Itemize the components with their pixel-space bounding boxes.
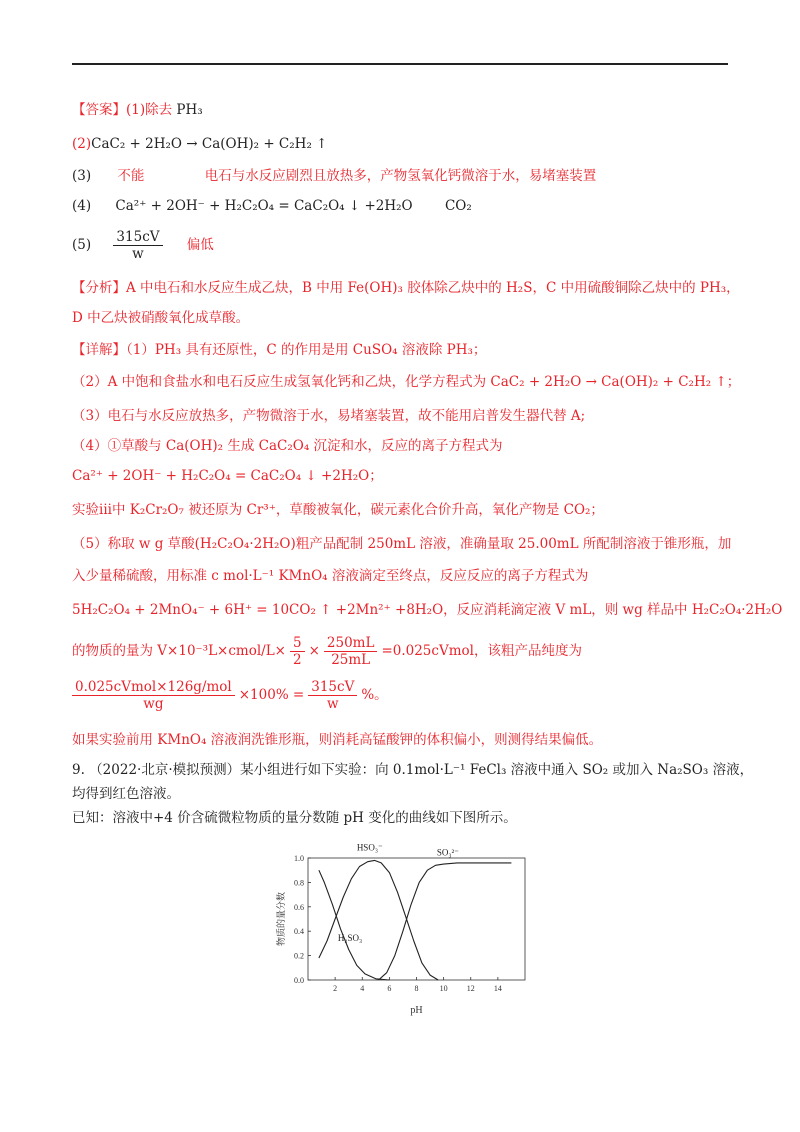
q9-line-2: 均得到红色溶液。 xyxy=(72,786,180,802)
series-line-2 xyxy=(379,863,512,980)
q9-line-1: 9. （2022·北京·模拟预测）某小组进行如下实验：向 0.1mol·L⁻¹ FeCl₃ 溶液中通入 SO₂ 或加入 Na₂SO₃ 溶液， xyxy=(72,762,754,778)
answer-tag: 【答案】 xyxy=(72,102,126,118)
answer-line-3: (3) 不能 电石与水反应剧烈且放热多，产物氢氧化钙微溶于水，易堵塞装置 xyxy=(72,168,597,184)
series-line-1 xyxy=(319,860,438,980)
x-tick-label: 6 xyxy=(387,984,392,993)
x-tick-label: 2 xyxy=(333,984,338,993)
y-tick-label: 1.0 xyxy=(294,854,304,863)
equation-cac2: CaC₂ + 2H₂O → Ca(OH)₂ + C₂H₂ ↑ xyxy=(91,136,328,152)
series-label-2: SO₃²⁻ xyxy=(436,847,459,858)
detail-line-3: （3）电石与水反应放热多，产物微溶于水，易堵塞装置，故不能用启普发生器代替 A; xyxy=(72,408,586,424)
detail-line-7: （5）称取 w g 草酸(H₂C₂O₄·2H₂O)粗产品配制 250mL 溶液，准确量取 25.00mL 所配制溶液于锥形瓶，加 xyxy=(72,536,732,552)
fraction-250ml: $\frac{250mL}{25mL}$ xyxy=(324,635,378,668)
x-tick-label: 8 xyxy=(414,984,419,993)
y-tick-label: 0.0 xyxy=(294,976,304,985)
analysis-tag: 【分析】 xyxy=(72,280,126,296)
detail-line-11: $\frac{\text{0.025cVmol×126g/mol}}{wg}$ ×100% = $\frac{315cV}{w}$ %。 xyxy=(72,676,388,714)
analysis-line-1: 【分析】A 中电石和水反应生成乙炔，B 中用 Fe(OH)₃ 胶体除乙炔中的 H₂S，C 中用硫酸铜除乙炔中的 PH₃， xyxy=(72,280,740,296)
answer-line-4: (4) Ca²⁺ + 2OH⁻ + H₂C₂O₄ = CaC₂O₄ ↓ +2H₂O CO₂ xyxy=(72,198,472,214)
detail-line-6: 实验iii中 K₂Cr₂O₇ 被还原为 Cr³⁺，草酸被氧化，碳元素化合价升高，氧化产物是 CO₂； xyxy=(72,502,604,518)
detail-line-12: 如果实验前用 KMnO₄ 溶液润洗锥形瓶，则消耗高锰酸钾的体积偏小，则测得结果偏低。 xyxy=(72,732,603,748)
x-tick-label: 14 xyxy=(493,984,502,993)
fraction-purity: $\frac{\text{0.025cVmol×126g/mol}}{wg}$ xyxy=(72,679,235,712)
detail-line-4: （4）①草酸与 Ca(OH)₂ 生成 CaC₂O₄ 沉淀和水，反应的离子方程式为 xyxy=(72,438,503,454)
y-tick-label: 0.8 xyxy=(294,878,304,888)
x-tick-label: 10 xyxy=(439,984,448,993)
y-axis-label: 物质的量分数 xyxy=(277,891,287,947)
y-tick-label: 0.2 xyxy=(294,951,304,961)
y-tick-label: 0.6 xyxy=(294,902,304,912)
answer-line-2: (2)CaC₂ + 2H₂O → Ca(OH)₂ + C₂H₂ ↑ xyxy=(72,136,328,152)
detail-line-2: （2）A 中饱和食盐水和电石反应生成氢氧化钙和乙炔，化学方程式为 CaC₂ + 2H₂O → Ca(OH)₂ + C₂H₂ ↑； xyxy=(72,374,741,390)
q9-line-3: 已知：溶液中+4 价含硫微粒物质的量分数随 pH 变化的曲线如下图所示。 xyxy=(72,810,517,826)
fraction-315cv: $\frac{315cV}{w}$ xyxy=(113,229,162,262)
equation-mno4: 5H₂C₂O₄ + 2MnO₄⁻ + 6H⁺ = 10CO₂ ↑ +2Mn²⁺ +8H₂O xyxy=(72,602,444,618)
detail-line-8: 入少量稀硫酸，用标准 c mol·L⁻¹ KMnO₄ 溶液滴定至终点，反应反应的离子方程式为 xyxy=(72,568,589,584)
fraction-5-2: $\frac{5}{2}$ xyxy=(290,635,305,668)
species-fraction-chart xyxy=(272,838,532,1020)
series-line-0 xyxy=(319,870,390,980)
series-label-0: H₂SO₃ xyxy=(337,932,363,943)
answer-line-1: 【答案】(1)除去 PH₃ xyxy=(72,102,203,118)
x-axis-label: pH xyxy=(410,1005,423,1016)
equation-ca2: Ca²⁺ + 2OH⁻ + H₂C₂O₄ = CaC₂O₄ ↓ +2H₂O xyxy=(115,198,413,214)
x-tick-label: 4 xyxy=(360,984,365,993)
series-label-1: HSO₃⁻ xyxy=(356,842,383,853)
analysis-line-2: D 中乙炔被硝酸氧化成草酸。 xyxy=(72,310,250,326)
detail-line-10: 的物质的量为 V×10⁻³L×cmol/L× $\frac{5}{2}$ × $\frac{250mL}{25mL}$ =0.025cVmol，该粗产品纯度为 xyxy=(72,635,582,668)
y-tick-label: 0.4 xyxy=(294,927,304,937)
fraction-315cv-2: $\frac{315cV}{w}$ xyxy=(308,679,357,712)
top-rule xyxy=(72,63,728,65)
plot-frame xyxy=(308,858,525,980)
answer-line-5: (5) $\frac{315cV}{w}$ 偏低 xyxy=(72,229,214,262)
x-tick-label: 12 xyxy=(466,984,475,993)
detail-line-9: 5H₂C₂O₄ + 2MnO₄⁻ + 6H⁺ = 10CO₂ ↑ +2Mn²⁺ +8H₂O，反应消耗滴定液 V mL，则 wg 样品中 H₂C₂O₄·2H₂O xyxy=(72,602,783,618)
detail-line-1: 【详解】（1）PH₃ 具有还原性，C 的作用是用 CuSO₄ 溶液除 PH₃； xyxy=(72,342,487,358)
ph3-formula: PH₃ xyxy=(176,102,203,118)
detail-tag: 【详解】 xyxy=(72,342,126,358)
detail-line-5: Ca²⁺ + 2OH⁻ + H₂C₂O₄ = CaC₂O₄ ↓ +2H₂O； xyxy=(72,468,383,484)
